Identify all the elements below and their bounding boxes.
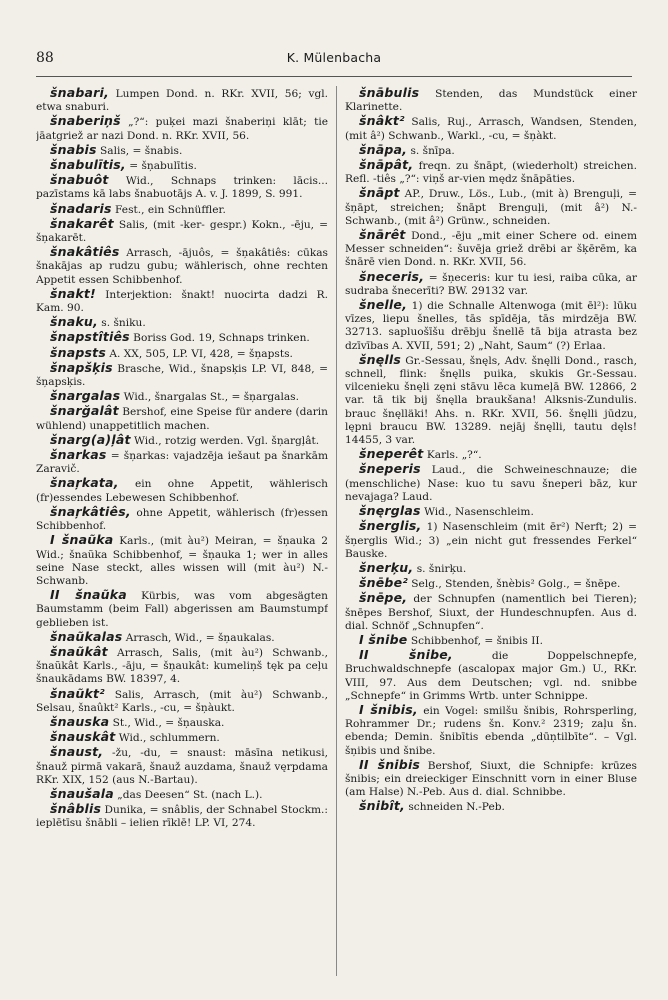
- entry-text: = šņabulītis.: [125, 160, 197, 173]
- entry-headword: šnaŗkâtiês,: [50, 503, 131, 519]
- entry-headword: šnaũkt²: [50, 685, 105, 701]
- entry-text: Bershof, Siuxt, die Schnipfe: krūzes šnibis; ein dreieckiger Einschnitt vorn in einer Bluse (am Halse) N.-Peb. Aus d. dial. Schnibbe.: [345, 759, 637, 799]
- entry-text: der Schnupfen (namentlich bei Tieren); šnēpes Bershof, Siuxt, der Hundeschnupfen. Aus d. dial. Schnöf „Schnupfen“.: [345, 593, 637, 632]
- entry-text: Fest., ein Schnüffler.: [111, 203, 226, 216]
- entry-text: „das Deesen“ St. (nach L.).: [113, 788, 263, 801]
- dictionary-entry: [36, 158, 328, 173]
- entry-headword: šnārêt: [359, 227, 406, 243]
- dictionary-entry: [345, 799, 637, 814]
- entry-headword: šnâkt²: [359, 113, 405, 129]
- entry-text: Wid., schlummern.: [115, 732, 220, 745]
- dictionary-entry: [345, 143, 637, 158]
- entry-text: Dunika, = snâblis, der Schnabel Stockm.: ieplētīsu šnābli – ielien rīklē! LP. VI, 274.: [36, 804, 328, 830]
- entry-headword: šnaberiņš: [50, 113, 121, 129]
- dictionary-entry: [36, 645, 328, 687]
- entry-text: 1) die Schnalle Altenwoga (mit ēl²): lūku vīzes, liepu šnelles, tās spīdēja, tās mirdzēja BW. 32713. sapluošīšu drēbju šnellē tā bija atrasta bez dzīvības A. XVII, 591; 2) „Naht, Saum“ (?) Erlaa.: [345, 300, 637, 352]
- dictionary-entry: [36, 448, 328, 476]
- entry-text: Salis, (mit -ker- gespr.) Kokn., -ēju, = šņakarēt.: [36, 218, 328, 245]
- dictionary-entry: [345, 591, 637, 633]
- column-divider: [336, 86, 337, 976]
- dictionary-entry: [36, 730, 328, 745]
- entry-headword: šnakarêt: [50, 215, 114, 231]
- entry-text: Dond., -ēju „mit einer Schere od. einem Messer schneiden“: šuvēja griež drēbi ar šķērēm, ka šnārē vien Dond. n. RKr. XVII, 56.: [345, 230, 637, 269]
- entry-text: Arrasch, -ājuôs, = šņakâtiês: cūkas šnakājas ap rudzu gubu; wählerisch, ohne rechten Appetit essen Schibbenhof.: [36, 247, 328, 286]
- dictionary-entry: [36, 346, 328, 361]
- entry-text: Wid., Nasenschleim.: [420, 506, 534, 519]
- entry-text: die Doppelschnepfe, Bruchwaldschnepfe (ascalopax major Gm.) U., RKr. VIII, 97. Aus dem Deutschen; vgl. nd. snibbe „Schnepfe“ in Grimms Wrtb. unter Schnippe.: [345, 650, 637, 702]
- dictionary-entry: [345, 114, 637, 142]
- entry-headword: šnapšķis: [50, 359, 113, 375]
- entry-headword: II šnaũka: [50, 587, 127, 603]
- dictionary-entry: [36, 315, 328, 330]
- entry-headword: šnaũkât: [50, 643, 108, 659]
- page-number: 88: [36, 50, 54, 66]
- entry-headword: šnauska: [50, 713, 110, 729]
- entry-headword: šnaũkalas: [50, 628, 123, 644]
- dictionary-entry: [345, 86, 637, 114]
- entry-text: Karls. „?“.: [423, 449, 482, 462]
- entry-text: s. šnirķu.: [413, 562, 467, 575]
- entry-headword: šnapstîtiês: [50, 329, 130, 345]
- entry-text: Bershof, eine Speise für andere (darin wühlend) unappetitlich machen.: [36, 406, 328, 432]
- dictionary-entry: [345, 228, 637, 270]
- dictionary-entry: [345, 158, 637, 186]
- entry-text: Salis, = šnabis.: [96, 144, 183, 157]
- dictionary-entry: [36, 802, 328, 830]
- entry-headword: I šnaũka: [50, 532, 114, 548]
- dictionary-entry: [345, 447, 637, 462]
- entry-text: Kürbis, was vom abgesägten Baumstamm (beim Fall) abgerissen am Baumstumpf geblieben ist.: [36, 590, 328, 629]
- entry-text: Arrasch, Wid., = šņaukalas.: [122, 631, 275, 644]
- right-column: [345, 86, 637, 986]
- entry-headword: šneperis: [359, 461, 421, 477]
- entry-text: schneiden N.-Peb.: [404, 801, 505, 814]
- entry-headword: šnāpt: [359, 185, 400, 201]
- dictionary-entry: [36, 114, 328, 142]
- dictionary-entry: [36, 630, 328, 645]
- entry-headword: šnāpa,: [359, 141, 408, 157]
- entry-text: Laud., die Schweineschnauze; die (menschliche) Nase: kuo tu savu šneperi bāz, kur nevajaga? Laud.: [345, 464, 637, 503]
- entry-headword: I šnibe: [359, 631, 408, 647]
- entry-headword: šnerglis,: [359, 518, 422, 534]
- dictionary-entry: [36, 245, 328, 287]
- dictionary-entry: [36, 287, 328, 315]
- entry-headword: šnerķu,: [359, 559, 414, 575]
- entry-headword: šnauskât: [50, 729, 116, 745]
- entry-text: Selg., Stenden, šnèbis² Golg., = šnēpe.: [407, 578, 621, 591]
- entry-headword: šnabulītis,: [50, 157, 126, 173]
- entry-text: 1) Nasenschleim (mit ēr²) Nerft; 2) = šņerglis Wid.; 3) „ein nicht gut fressendes Ferkel“ Bauske.: [345, 521, 637, 560]
- dictionary-entry: [345, 633, 637, 648]
- entry-headword: šnarg(a)ļât: [50, 431, 131, 447]
- entry-text: Wid., šnargalas St., = šņargalas.: [120, 391, 299, 404]
- dictionary-entry: [345, 576, 637, 591]
- entry-text: ohne Appetit, wählerisch (fr)essen Schibbenhof.: [36, 506, 328, 533]
- entry-text: Arrasch, Salis, (mit àu²) Schwanb., šnaũkât Karls., -āju, = šņaukât: kumeliņš tęk pa ceļu šnaukādams BW. 18397, 4.: [36, 646, 328, 686]
- entry-headword: šnęlls: [359, 351, 402, 367]
- entry-text: = šņarkas: vajadzēja iešaut pa šnarkām Zaravič.: [36, 450, 328, 476]
- dictionary-entry: [36, 588, 328, 630]
- entry-headword: šnāpât,: [359, 157, 414, 173]
- entry-text: -žu, -du, = snaust: māsīna netikusi, šnauž pirmā vakarā, šnauž auzdama, šnauž vęrpdama RKr. XIX, 152 (aus N.-Bartau).: [36, 747, 328, 786]
- entry-text: ein ohne Appetit, wählerisch (fr)essendes Lebewesen Schibbenhof.: [36, 478, 328, 504]
- entry-headword: šnarğalât: [50, 403, 119, 419]
- entry-text: Karls., (mit àu²) Meiran, = šņauka 2 Wid.; šnaũka Schibbenhof, = šņauka 1; wer in alles seine Nase steckt, alles wissen will (mit àu²) N.-Schwanb.: [36, 535, 328, 587]
- dictionary-entry: [36, 533, 328, 588]
- entry-headword: šnapsts: [50, 344, 106, 360]
- dictionary-entry: [345, 519, 637, 561]
- entry-headword: II šnibis: [359, 756, 421, 772]
- entry-text: AP., Druw., Lös., Lub., (mit à) Brenguļi, = šņāpt, streichen; šnāpt Brenguļi, (mit â²) N.-Schwanb., (mit â²) Grünw., schneiden.: [345, 188, 637, 227]
- entry-headword: šnabis: [50, 141, 97, 157]
- page-header: [36, 46, 632, 77]
- entry-headword: šnakâtiês: [50, 244, 120, 260]
- entry-text: Salis, Ruj., Arrasch, Wandsen, Stenden, (mit â²) Schwanb., Warkl., -cu, = šņàkt.: [345, 116, 637, 142]
- entry-headword: šnęrglas: [359, 503, 421, 519]
- dictionary-entry: [345, 504, 637, 519]
- entry-text: Lumpen Dond. n. RKr. XVII, 56; vgl. etwa snaburi.: [36, 88, 328, 114]
- entry-text: s. šnīpa.: [407, 144, 455, 157]
- entry-text: „?“: puķei mazi šnaberiņi klāt; tie jāatgriež ar nazi Dond. n. RKr. XVII, 56.: [36, 116, 328, 142]
- dictionary-entry: [36, 86, 328, 114]
- entry-headword: šnarkas: [50, 447, 107, 463]
- dictionary-entry: [36, 476, 328, 504]
- entry-headword: šnargalas: [50, 388, 121, 404]
- entry-text: St., Wid., = šņauska.: [109, 716, 225, 729]
- entry-text: A. XX, 505, LP. VI, 428, = šņapsts.: [105, 347, 293, 360]
- entry-text: Salis, Arrasch, (mit àu²) Schwanb., Selsau, šnaûkt² Karls., -cu, = šņàukt.: [36, 688, 328, 714]
- dictionary-entry: [36, 404, 328, 432]
- left-column: [36, 86, 328, 986]
- dictionary-entry: [345, 186, 637, 228]
- entry-headword: šnaku,: [50, 314, 98, 330]
- entry-text: Brasche, Wid., šnapsķis LP. VI, 848, = šņapsķis.: [36, 362, 328, 389]
- dictionary-entry: [36, 202, 328, 217]
- entry-headword: šnâblis: [50, 801, 102, 817]
- entry-headword: šnābulis: [359, 86, 420, 100]
- entry-headword: šneceris,: [359, 268, 425, 284]
- dictionary-entry: [345, 353, 637, 447]
- dictionary-entry: [36, 330, 328, 345]
- dictionary-entry: [36, 173, 328, 201]
- entry-headword: šnabuôt: [50, 172, 109, 188]
- dictionary-entry: [36, 143, 328, 158]
- entry-headword: šnadaris: [50, 200, 112, 216]
- dictionary-entry: [345, 270, 637, 298]
- entry-text: Boriss God. 19, Schnaps trinken.: [129, 332, 310, 345]
- dictionary-entry: [36, 389, 328, 404]
- dictionary-entry: [345, 703, 637, 758]
- entry-text: Schibbenhof, = šnibis II.: [407, 634, 543, 647]
- entry-headword: šnaŗkata,: [50, 475, 119, 491]
- entry-text: Wid., Schnaps trinken: lācis... pazīstams kā labs šnabuotājs A. v. J. 1899, S. 991.: [36, 175, 328, 201]
- entry-text: Stenden, das Mundstück einer Klarinette.: [345, 88, 637, 114]
- entry-headword: II šnibe,: [359, 647, 453, 663]
- entry-headword: šnakt!: [50, 285, 96, 301]
- entry-text: s. šniku.: [97, 317, 146, 330]
- entry-headword: šnibît,: [359, 798, 405, 814]
- entry-headword: šnelle,: [359, 297, 408, 313]
- dictionary-entry: [36, 745, 328, 787]
- entry-headword: I šnibis,: [359, 701, 418, 717]
- entry-text: Wid., rotzig werden. Vgl. šņargļât.: [130, 434, 320, 447]
- entry-headword: šneperêt: [359, 446, 424, 462]
- dictionary-entry: [345, 648, 637, 703]
- entry-text: freqn. zu šnāpt, (wiederholt) streichen. Refl. -tiês „?“: viņš ar-vien mędz šnāpāties.: [345, 160, 637, 186]
- dictionary-entry: [36, 217, 328, 245]
- dictionary-entry: [36, 787, 328, 802]
- entry-text: Interjektion: šnakt! nuocirta dadzi R. Kam. 90.: [36, 288, 328, 315]
- dictionary-entry: [36, 361, 328, 389]
- dictionary-entry: [36, 433, 328, 448]
- dictionary-entry: [345, 758, 637, 800]
- running-title: K. Mülenbacha: [286, 50, 382, 65]
- entry-text: Gr.-Sessau, šnęls, Adv. šnęlli Dond., rasch, schnell, flink: šnęlls puika, skukis Gr.-Sessau. vilcenieku šnęli zęni stāvu lēca kumeļā BW. 12866, 2 var. tā tik bij šnęlla braukšana! Alksnis-Zundulis. brauc šnęlläki! Ahs. n. RKr. XVII, 56. šnęlli jūdzu, lępni braucu BW. 13289. nejāj šnęlli, tautu dęls! 14455, 3 var.: [345, 354, 637, 447]
- dictionary-entry: [36, 505, 328, 533]
- entry-text: ein Vogel: smilšu šnibis, Rohrsperling, Rohrammer Dr.; rudens šn. Konv.² 2319; zaļu šn. ebenda; Demin. šnibītis ebenda „dūņtilbīte“. – Vgl. šņibis und šnibe.: [345, 704, 637, 757]
- entry-headword: šnaust,: [50, 744, 104, 760]
- dictionary-entry: [36, 715, 328, 730]
- dictionary-entry: [345, 298, 637, 353]
- dictionary-entry: [345, 561, 637, 576]
- dictionary-entry: [36, 687, 328, 715]
- dictionary-entry: [345, 462, 637, 504]
- entry-headword: šnabari,: [50, 86, 109, 100]
- entry-headword: šnēpe,: [359, 590, 408, 606]
- entry-headword: šnaušala: [50, 785, 114, 801]
- entry-headword: šnēbe²: [359, 575, 408, 591]
- entry-text: = šņeceris: kur tu iesi, raiba cūka, ar sudraba šnecerīti? BW. 29132 var.: [345, 271, 637, 297]
